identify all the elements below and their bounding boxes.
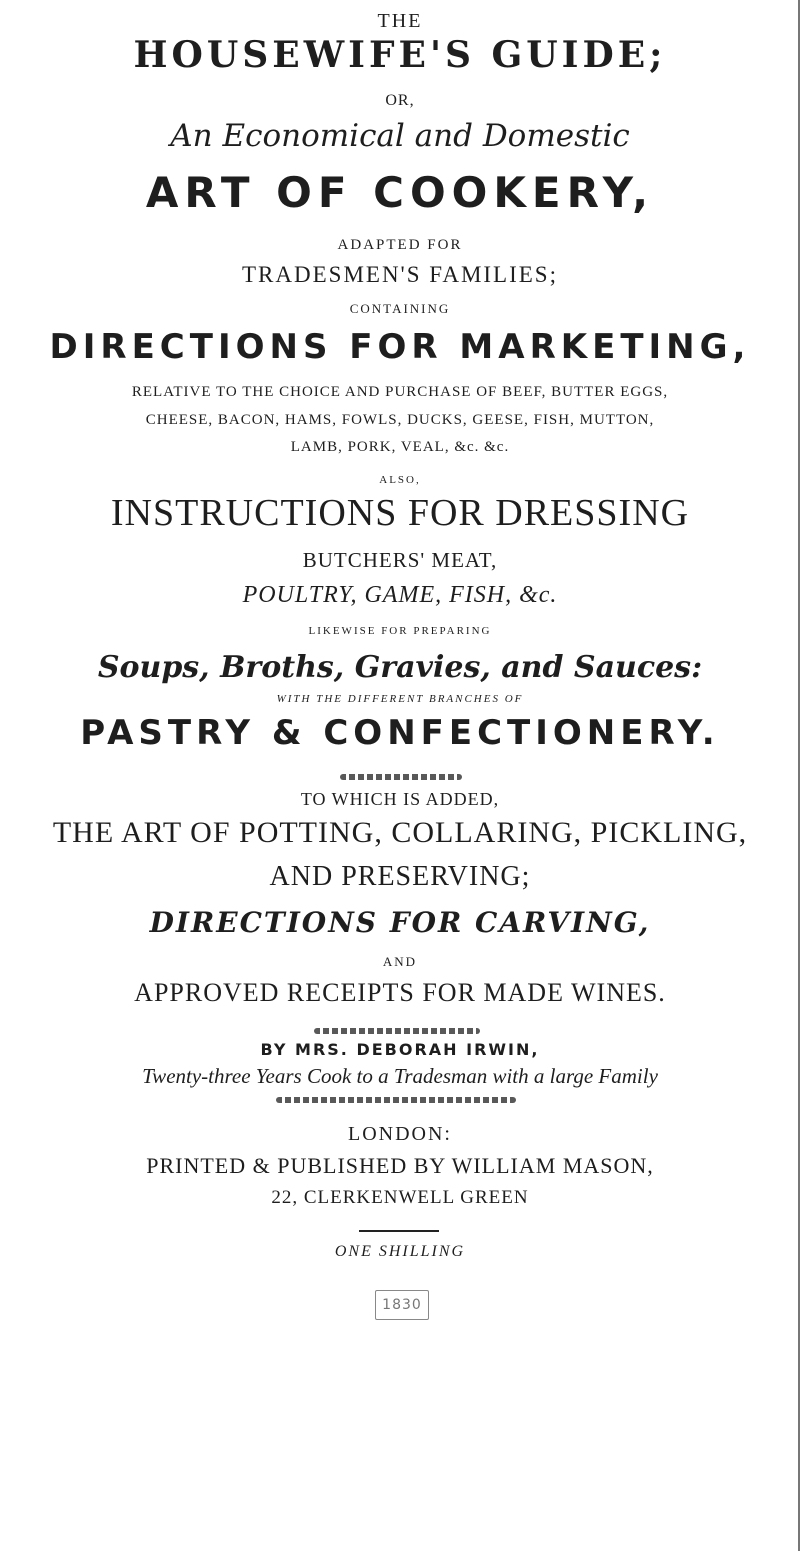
approved-receipts-line: APPROVED RECEIPTS FOR MADE WINES. <box>134 978 666 1007</box>
decorative-rule-ornament <box>276 1097 516 1103</box>
price-label: ONE SHILLING <box>334 1243 466 1260</box>
art-of-cookery-title: ART OF COOKERY, <box>145 168 655 217</box>
soups-broths-line: Soups, Broths, Gravies, and Sauces: <box>97 650 703 685</box>
marketing-description-line-1: RELATIVE TO THE CHOICE AND PURCHASE OF BEEF, BUTTER EGGS, <box>131 384 669 400</box>
decorative-rule-ornament <box>340 774 462 780</box>
and-label: AND <box>382 954 418 969</box>
poultry-game-fish-line: POULTRY, GAME, FISH, &c. <box>242 582 558 608</box>
tradesmens-families-line: TRADESMEN'S FAMILIES; <box>242 262 558 287</box>
marketing-description-line-2: CHEESE, BACON, HAMS, FOWLS, DUCKS, GEESE, FISH, MUTTON, <box>145 412 655 428</box>
likewise-label: LIKEWISE FOR PREPARING <box>308 625 492 637</box>
author-description: Twenty-three Years Cook to a Tradesman with a large Family <box>142 1064 658 1088</box>
imprint-address: 22, CLERKENWELL GREEN <box>271 1187 529 1208</box>
also-label: ALSO, <box>379 474 421 486</box>
pastry-confectionery-heading: PASTRY & CONFECTIONERY. <box>80 713 720 753</box>
preserving-line: AND PRESERVING; <box>269 861 531 892</box>
or-label: OR, <box>385 92 415 109</box>
butchers-meat-line: BUTCHERS' MEAT, <box>302 548 498 572</box>
main-title: HOUSEWIFE'S GUIDE; <box>133 34 667 76</box>
adapted-for-label: ADAPTED FOR <box>337 237 463 253</box>
branches-label: WITH THE DIFFERENT BRANCHES OF <box>276 693 524 705</box>
directions-for-carving-heading: DIRECTIONS FOR CARVING, <box>149 906 651 939</box>
decorative-rule-ornament <box>314 1028 480 1034</box>
library-shelfmark: 1830 <box>375 1290 429 1320</box>
potting-pickling-line: THE ART OF POTTING, COLLARING, PICKLING, <box>52 816 748 849</box>
directions-for-marketing-heading: DIRECTIONS FOR MARKETING, <box>49 327 751 367</box>
imprint-city: LONDON: <box>348 1123 452 1145</box>
the-label: THE <box>377 10 423 32</box>
marketing-description-line-3: LAMB, PORK, VEAL, &c. &c. <box>290 439 510 455</box>
imprint-publisher: PRINTED & PUBLISHED BY WILLIAM MASON, <box>146 1153 654 1178</box>
containing-label: CONTAINING <box>349 301 451 316</box>
to-which-is-added-label: TO WHICH IS ADDED, <box>300 789 500 809</box>
horizontal-rule <box>359 1230 439 1232</box>
instructions-heading: INSTRUCTIONS FOR DRESSING <box>110 492 690 534</box>
subtitle-economical: An Economical and Domestic <box>170 118 630 154</box>
author-byline: BY MRS. DEBORAH IRWIN, <box>260 1040 540 1059</box>
